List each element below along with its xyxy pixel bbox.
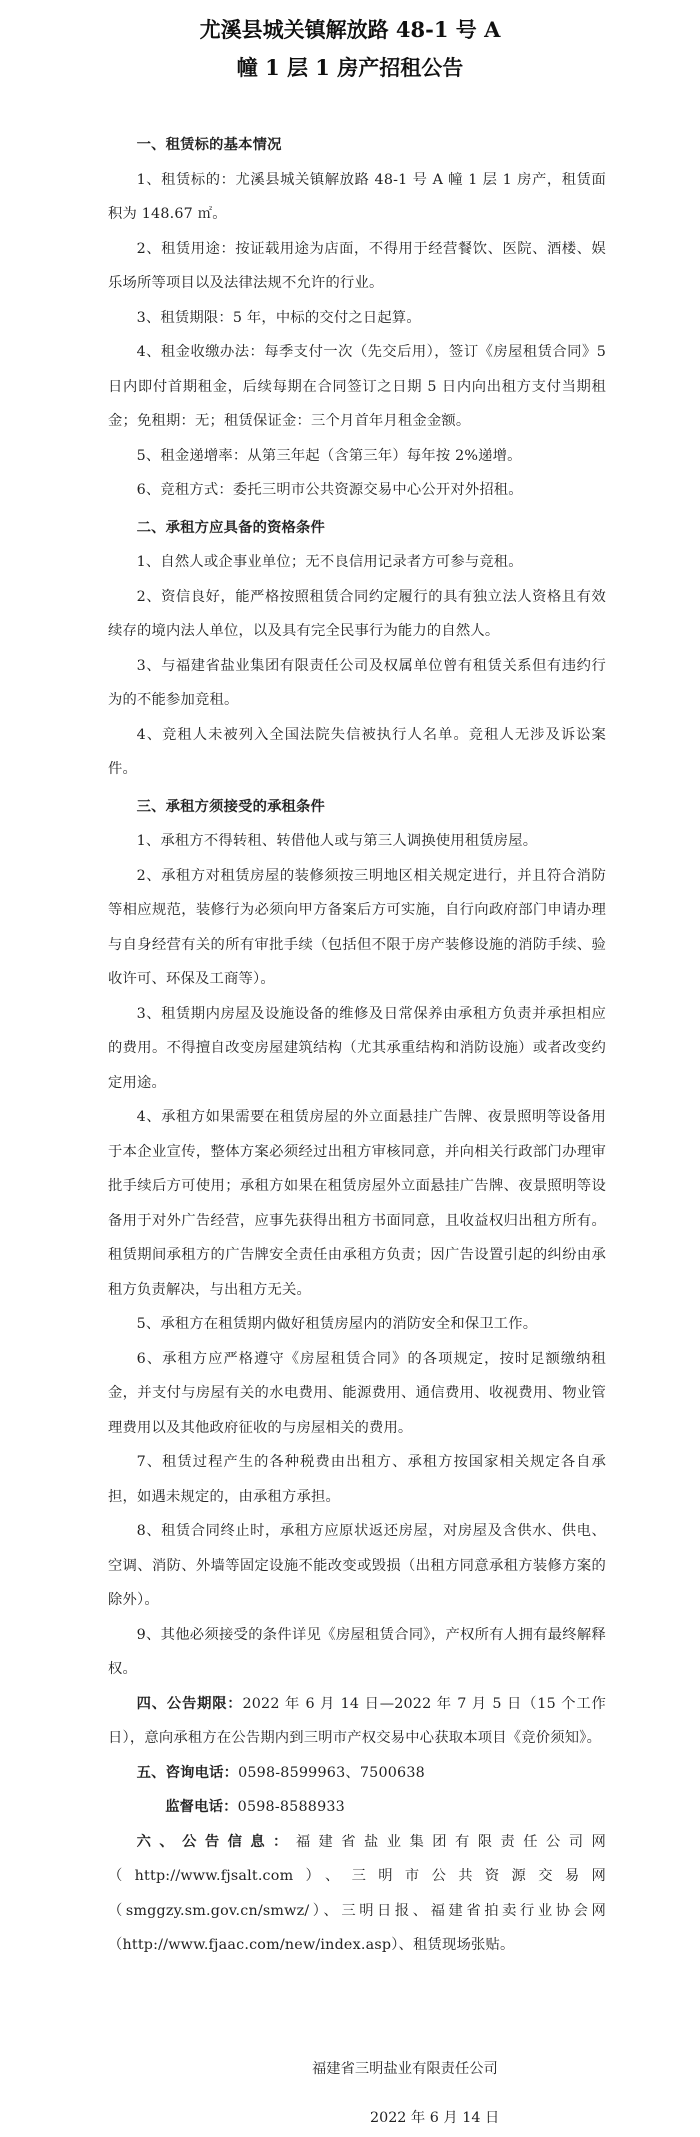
signing-date: 2022 年 6 月 14 日 (370, 2110, 500, 2126)
s1-item-1: 1、租赁标的：尤溪县城关镇解放路 48-1 号 A 幢 1 层 1 房产，租赁面积为 148.67 ㎡。 (108, 171, 606, 222)
announcement-body (108, 128, 606, 1963)
s3-item-2: 2、承租方对租赁房屋的装修须按三明地区相关规定进行，并且符合消防等相应规范，装修行为必须向甲方备案后方可实施，自行向政府部门申请办理与自身经营有关的所有审批手续（包括但不限于房产装修设施的消防手续、验收许可、环保及工商等）。 (108, 867, 606, 987)
s3-item-3: 3、租赁期内房屋及设施设备的维修及日常保养由承租方负责并承担相应的费用。不得擅自改变房屋建筑结构（尤其承重结构和消防设施）或者改变约定用途。 (108, 1005, 606, 1091)
s3-item-1: 1、承租方不得转租、转借他人或与第三人调换使用租赁房屋。 (136, 833, 538, 849)
s1-item-5: 5、租金递增率：从第三年起（含第三年）每年按 2%递增。 (136, 447, 522, 464)
s2-item-3: 3、与福建省盐业集团有限责任公司及权属单位曾有租赁关系但有违约行为的不能参加竞租。 (108, 657, 606, 708)
s3-item-4: 4、承租方如果需要在租赁房屋的外立面悬挂广告牌、夜景照明等设备用于本企业宣传，整体方案必须经过出租方审核同意，并向相关行政部门办理审批手续后方可使用；承租方如果在租赁房屋外立面悬挂广告牌、夜景照明等设备用于对外广告经营，应事先获得出租方书面同意，且收益权归出租方所有。租赁期间承租方的广告牌安全责任由承租方负责；因广告设置引起的纠纷由承租方负责解决，与出租方无关。 (108, 1109, 606, 1298)
s3-item-5: 5、承租方在租赁期内做好租赁房屋内的消防安全和保卫工作。 (136, 1316, 538, 1332)
s1-item-2: 2、租赁用途：按证载用途为店面，不得用于经营餐饮、医院、酒楼、娱乐场所等项目以及法律法规不允许的行业。 (108, 240, 606, 291)
title-line-2: 幢 1 层 1 房产招租公告 (236, 55, 464, 80)
signer-name: 福建省三明盐业有限责任公司 (312, 2061, 498, 2077)
s2-item-1: 1、自然人或企事业单位；无不良信用记录者方可参与竞租。 (136, 554, 523, 570)
s3-item-8: 8、租赁合同终止时，承租方应原状返还房屋，对房屋及含供水、供电、空调、消防、外墙等固定设施不能改变或毁损（出租方同意承租方装修方案的除外）。 (108, 1523, 606, 1608)
section-4-paragraph (108, 1687, 606, 1756)
supervision-paragraph (108, 1790, 606, 1825)
s3-item-9: 9、其他必须接受的条件详见《房屋租赁合同》，产权所有人拥有最终解释权。 (108, 1626, 606, 1677)
s1-item-3: 3、租赁期限：5 年，中标的交付之日起算。 (136, 309, 421, 326)
section-4-label: 四、公告期限： (136, 1695, 243, 1712)
s2-item-2: 2、资信良好，能严格按照租赁合同约定履行的具有独立法人资格且有效续存的境内法人单位，以及具有完全民事行为能力的自然人。 (108, 588, 606, 639)
supervision-phone: 0598-8588933 (237, 1799, 345, 1815)
section-2-heading: 二、承租方应具备的资格条件 (136, 519, 326, 536)
section-6-text: 福建省盐业集团有限责任公司网（http://www.fjsalt.com）、三明市公共资源交易网（smggzy.sm.gov.cn/smwz/）、三明日报、福建省拍卖行业协会网（http://www.fjaac.com/new/index.asp）、租赁现场张贴。 (108, 1833, 606, 1953)
section-3-heading: 三、承租方须接受的承租条件 (136, 798, 326, 815)
supervision-label: 监督电话： (165, 1799, 238, 1815)
s3-item-7: 7、租赁过程产生的各种税费由出租方、承租方按国家相关规定各自承担，如遇未规定的，由承租方承担。 (108, 1454, 606, 1505)
title-line-1: 尤溪县城关镇解放路 48-1 号 A (199, 17, 501, 42)
consult-phone: 0598-8599963、7500638 (238, 1764, 425, 1781)
s1-item-4: 4、租金收缴办法：每季支付一次（先交后用），签订《房屋租赁合同》5 日内即付首期租金，后续每期在合同签订之日期 5 日内向出租方支付当期租金；免租期：无；租赁保证金：三个月首年月租金金额。 (108, 344, 606, 429)
section-1-heading: 一、租赁标的基本情况 (136, 137, 282, 153)
s2-item-4: 4、竞租人未被列入全国法院失信被执行人名单。竞租人无涉及诉讼案件。 (108, 726, 606, 777)
section-6-paragraph (108, 1825, 606, 1963)
section-4-text: 2022 年 6 月 14 日—2022 年 7 月 5 日（15 个工作日），意向承租方在公告期内到三明市产权交易中心获取本项目《竞价须知》。 (108, 1695, 606, 1746)
s1-item-6: 6、竞租方式：委托三明市公共资源交易中心公开对外招租。 (136, 482, 523, 498)
section-6-label: 六、公告信息： (136, 1833, 296, 1850)
section-5-paragraph (108, 1756, 606, 1791)
s3-item-6: 6、承租方应严格遵守《房屋租赁合同》的各项规定，按时足额缴纳租金，并支付与房屋有关的水电费用、能源费用、通信费用、收视费用、物业管理费用以及其他政府征收的与房屋相关的费用。 (108, 1350, 606, 1436)
section-5-label: 五、咨询电话： (136, 1764, 239, 1781)
